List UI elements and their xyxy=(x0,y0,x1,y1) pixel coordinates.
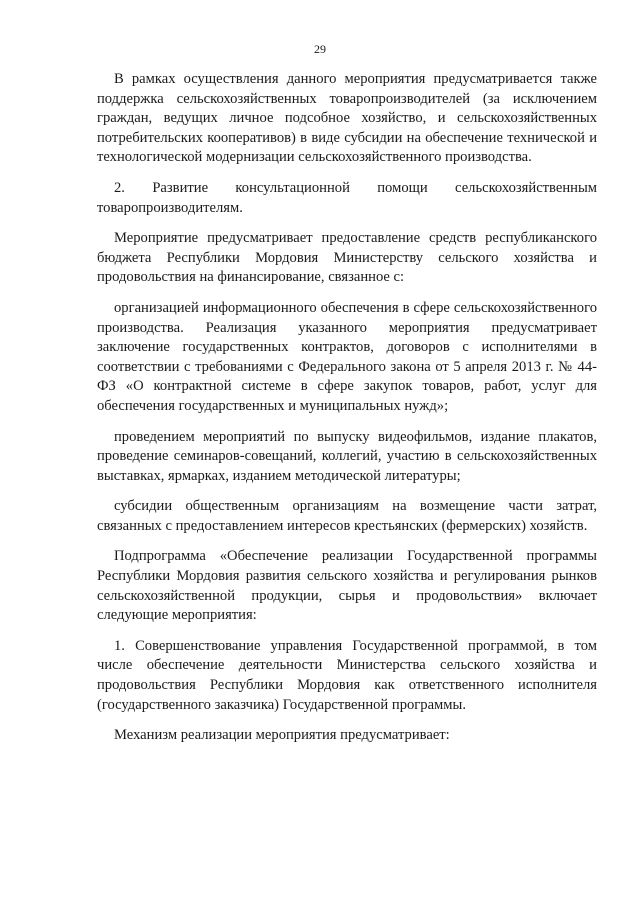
paragraph-item-1-management: 1. Совершенствование управления Государственной программой, в том числе обеспечение деятельности Министерства сельского хозяйства и продовольствия Республики Мордовия как ответственного исполнителя (государственного заказчика) Государственной программы. xyxy=(97,637,597,713)
paragraph-subsidy-modernization: В рамках осуществления данного мероприятия предусматривается также поддержка сельскохозяйственных товаропроизводителей (за исключением граждан, ведущих личное подсобное хозяйство, и сельскохозяйственных потребительских кооперативов) в виде субсидии на обеспечение технической и технологической модернизации сельскохозяйственного производства. xyxy=(97,71,597,166)
paragraph-measure-funding: Мероприятие предусматривает предоставление средств республиканского бюджета Республики Мордовия Министерству сельского хозяйства и продовольствия на финансирование, связанное с: xyxy=(97,230,597,286)
paragraph-events-publishing: проведением мероприятий по выпуску видеофильмов, издание плакатов, проведение семинаров-совещаний, коллегий, участию в сельскохозяйственных выставках, ярмарках, изданием методической литературы; xyxy=(97,428,597,484)
page-number: 29 xyxy=(314,42,326,56)
paragraph-mechanism: Механизм реализации мероприятия предусматривает: xyxy=(114,727,450,744)
paragraph-information-support: организацией информационного обеспечения в сфере сельскохозяйственного производства. Реализация указанного мероприятия предусматривает заключение государственных контрактов, договоров с исполнителями в соответствии с требованиями с Федерального закона от 5 апреля 2013 г. № 44-ФЗ «О контрактной системе в сфере закупок товаров, работ, услуг для обеспечения государственных и муниципальных нужд»; xyxy=(97,299,597,414)
paragraph-public-org-subsidies: субсидии общественным организациям на возмещение части затрат, связанных с предоставлением интересов крестьянских (фермерских) хозяйств. xyxy=(97,498,597,534)
paragraph-subprogram: Подпрограмма «Обеспечение реализации Государственной программы Республики Мордовия развития сельского хозяйства и регулирования рынков сельскохозяйственной продукции, сырья и продовольствия» включает следующие мероприятия: xyxy=(97,548,597,624)
document-body xyxy=(97,70,597,757)
paragraph-item-2-consulting: 2. Развитие консультационной помощи сельскохозяйственным товаропроизводителям. xyxy=(97,179,597,216)
